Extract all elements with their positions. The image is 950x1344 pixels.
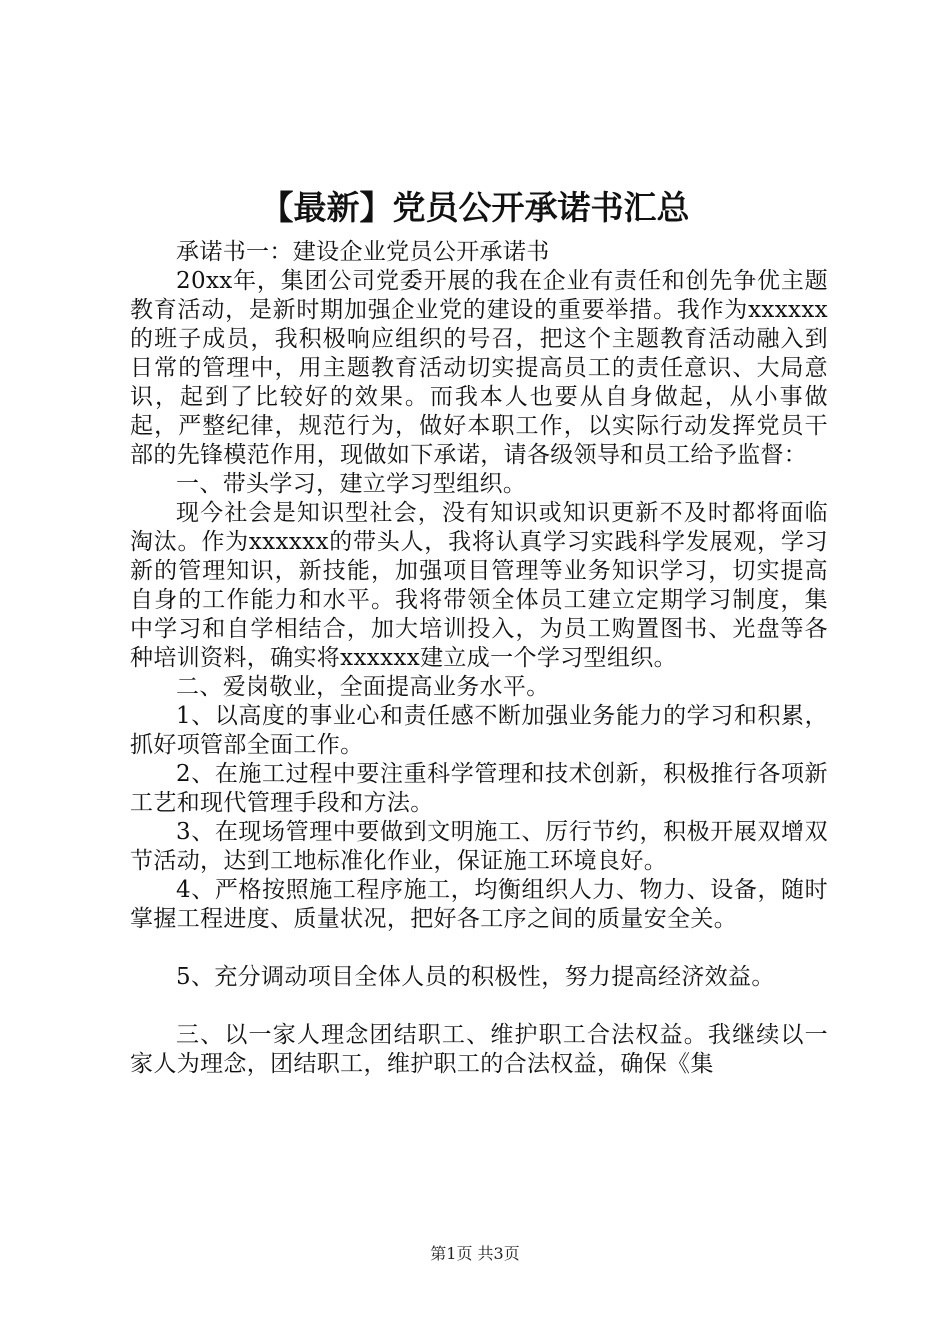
paragraph-item-4: 4、严格按照施工程序施工，均衡组织人力、物力、设备，随时掌握工程进度、质量状况，把好各工序之间的质量安全关。 (130, 877, 828, 932)
paragraph-section-one-heading: 一、带头学习，建立学习型组织。 (176, 471, 527, 497)
paragraph-item-3: 3、在现场管理中要做到文明施工、厉行节约，积极开展双增双节活动，达到工地标准化作业，保证施工环境良好。 (130, 819, 828, 874)
paragraph-spacer (130, 992, 828, 1021)
paragraph-item-1: 1、以高度的事业心和责任感不断加强业务能力的学习和积累，抓好项管部全面工作。 (130, 703, 828, 758)
paragraph-section-one-body: 现今社会是知识型社会，没有知识或知识更新不及时都将面临淘汰。作为xxxxxx的带头人，我将认真学习实践科学发展观，学习新的管理知识，新技能，加强项目管理等业务知识学习，切实提高自身的工作能力和水平。我将带领全体员工建立定期学习制度，集中学习和自学相结合，加大培训投入，为员工购置图书、光盘等各种培训资料，确实将xxxxxx建立成一个学习型组织。 (130, 500, 828, 671)
page-footer (0, 1241, 950, 1264)
paragraph-item-2: 2、在施工过程中要注重科学管理和技术创新，积极推行各项新工艺和现代管理手段和方法。 (130, 761, 828, 816)
paragraph-item-5: 5、充分调动项目全体人员的积极性，努力提高经济效益。 (176, 964, 775, 990)
paragraph-section-three: 三、以一家人理念团结职工、维护职工合法权益。我继续以一家人为理念，团结职工，维护职工的合法权益，确保《集 (130, 1022, 828, 1077)
paragraph-spacer (130, 934, 828, 963)
paragraph-intro: 20xx年，集团公司党委开展的我在企业有责任和创先争优主题教育活动，是新时期加强企业党的建设的重要举措。我作为xxxxxx的班子成员，我积极响应组织的号召，把这个主题教育活动融入到日常的管理中，用主题教育活动切实提高员工的责任意识、大局意识，起到了比较好的效果。而我本人也要从自身做起，从小事做起，严整纪律，规范行为，做好本职工作，以实际行动发挥党员干部的先锋模范作用，现做如下承诺，请各级领导和员工给予监督： (130, 268, 828, 468)
paragraph-heading-letter-one: 承诺书一：建设企业党员公开承诺书 (176, 239, 550, 265)
document-title: 【最新】党员公开承诺书汇总 (260, 188, 690, 227)
page-indicator: 第1页 共3页 (430, 1244, 520, 1263)
paragraph-section-two-heading: 二、爱岗敬业，全面提高业务水平。 (176, 674, 550, 700)
document-body (130, 238, 828, 1079)
